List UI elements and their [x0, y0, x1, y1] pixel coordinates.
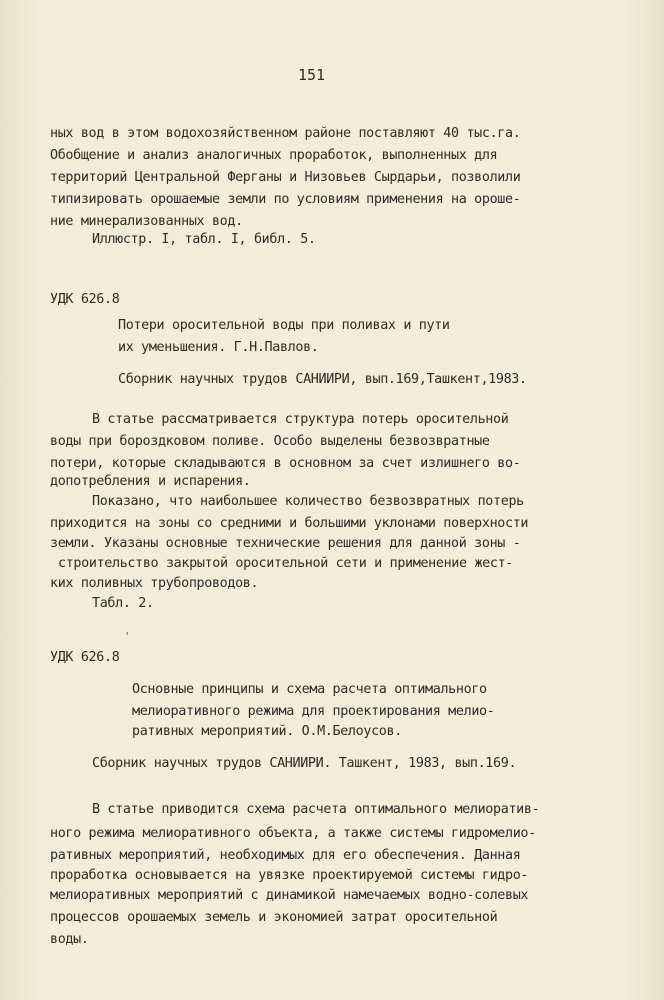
abstract-line: строительство закрытой оросительной сети и применение жест-	[58, 556, 513, 571]
udk-code: УДК 626.8	[50, 650, 120, 665]
abstract-line: проработка основывается на увязке проектируемой системы гидро-	[50, 868, 529, 883]
text-line: ных вод в этом водохозяйственном районе поставляют 40 тыс.га.	[50, 126, 521, 141]
text-line: Обобщение и анализ аналогичных проработок, выполненных для	[50, 148, 498, 163]
abstract-line: потери, которые складываются в основном за счет излишнего во-	[50, 456, 521, 471]
abstract-line: земли. Указаны основные технические решения для данной зоны -	[50, 536, 521, 551]
article-source: Сборник научных трудов САНИИРИ. Ташкент, 1983, вып.169.	[92, 756, 517, 771]
abstract-line: воды при бороздковом поливе. Особо выделены безвозвратные	[50, 434, 490, 449]
article-title-line: Основные принципы и схема расчета оптимального	[132, 682, 487, 697]
abstract-line: ративных мероприятий, необходимых для его обеспечения. Данная	[50, 848, 521, 863]
article-title-line: мелиоративного режима для проектирования мелио-	[132, 704, 495, 719]
stray-mark: '	[124, 630, 131, 643]
tables-note: Табл. 2.	[92, 596, 154, 611]
article-title-line: их уменьшения. Г.Н.Павлов.	[118, 340, 319, 355]
abstract-line: В статье рассматривается структура потерь оросительной	[92, 412, 509, 427]
abstract-line: приходится на зоны со средними и большими уклонами поверхности	[50, 516, 529, 531]
abstract-line: мелиоративных мероприятий с динамикой намечаемых водно-солевых	[50, 888, 529, 903]
text-line: территорий Центральной Ферганы и Низовьев Сырдарьи, позволили	[50, 170, 521, 185]
abstract-line: В статье приводится схема расчета оптимального мелиоратив-	[92, 802, 540, 817]
abstract-line: процессов орошаемых земель и экономией затрат оросительной	[50, 910, 498, 925]
abstract-line: Показано, что наибольшее количество безвозвратных потерь	[92, 494, 524, 509]
text-line: типизировать орошаемые земли по условиям применения на ороше-	[50, 192, 521, 207]
article-title-line: ративных мероприятий. О.М.Белоусов.	[132, 724, 402, 739]
article-source: Сборник научных трудов САНИИРИ, вып.169,Ташкент,1983.	[118, 372, 527, 387]
udk-code: УДК 626.8	[50, 292, 120, 307]
illustrations-note: Иллюстр. I, табл. I, библ. 5.	[92, 232, 316, 247]
text-line: ние минерализованных вод.	[50, 214, 243, 229]
abstract-line: ких поливных трубопроводов.	[50, 576, 259, 591]
page-number: 151	[298, 66, 326, 84]
abstract-line: ного режима мелиоративного объекта, а также системы гидромелио-	[50, 826, 536, 841]
abstract-line: воды.	[50, 932, 89, 947]
article-title-line: Потери оросительной воды при поливах и пути	[118, 318, 450, 333]
abstract-line: допотребления и испарения.	[50, 474, 251, 489]
